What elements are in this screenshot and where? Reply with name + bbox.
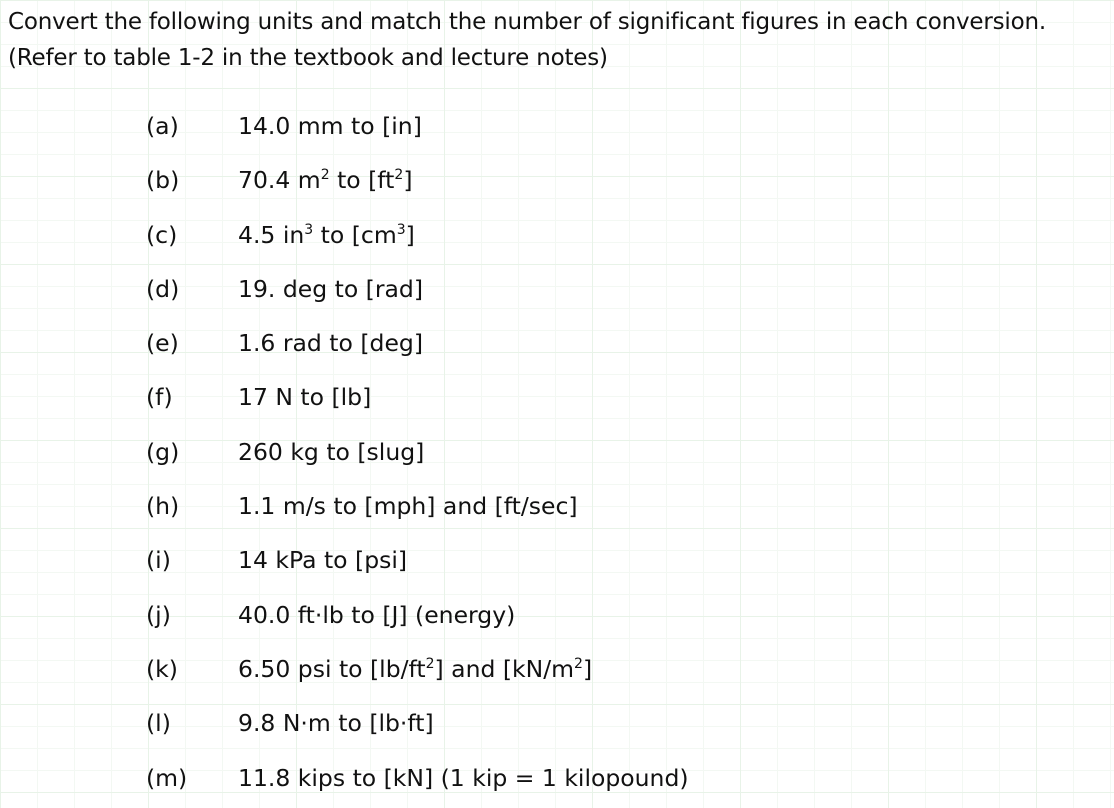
problem-text (238, 709, 434, 737)
problem-text (238, 546, 407, 574)
problem-text (238, 221, 415, 249)
problem-text-segment: 19. deg to [rad] (238, 274, 423, 303)
problem-item (0, 373, 1114, 427)
problem-item (0, 699, 1114, 753)
problem-item (0, 645, 1114, 699)
problem-label: (a) (146, 112, 179, 140)
problem-label: (k) (146, 654, 178, 683)
problem-label: (g) (146, 437, 180, 466)
problem-text-segment: 6.50 psi to [lb/ft (238, 654, 426, 683)
problem-item (0, 319, 1114, 373)
problem-label: (d) (146, 274, 180, 303)
problem-text (238, 601, 515, 629)
problem-item (0, 211, 1114, 265)
problem-label: (m) (146, 763, 188, 792)
exponent-superscript: 3 (304, 221, 314, 238)
problem-text-segment: to [cm (313, 220, 397, 249)
problem-text-segment: ] and [kN/m (434, 654, 575, 683)
problem-text (238, 329, 423, 357)
problem-text (238, 655, 592, 683)
problem-text (238, 438, 424, 466)
problem-text-segment: to [ft (329, 166, 395, 195)
problem-label: (e) (146, 329, 179, 358)
problem-item (0, 536, 1114, 590)
problem-item (0, 482, 1114, 536)
problem-text-segment: 4.5 in (238, 220, 305, 249)
problem-text-segment: 1.1 m/s to [mph] and [ft/sec] (238, 492, 578, 521)
problem-text-segment: ] (582, 654, 593, 683)
problem-label: (h) (146, 492, 180, 521)
problem-item (0, 428, 1114, 482)
problem-text (238, 166, 412, 194)
problem-text-segment: 40.0 ft·lb to [J] (energy) (238, 600, 516, 629)
problem-label: (c) (146, 220, 178, 249)
problem-text (238, 275, 423, 303)
problem-text (238, 112, 422, 140)
problem-label: (l) (146, 709, 171, 738)
problem-text (238, 764, 689, 792)
problem-text-segment: 70.4 m (238, 166, 321, 195)
problem-item (0, 156, 1114, 210)
exponent-superscript: 2 (394, 167, 404, 184)
problem-label: (i) (146, 546, 171, 575)
problem-text (238, 383, 371, 411)
problem-text-segment: 17 N to [lb] (238, 383, 372, 412)
problem-list (0, 102, 1114, 808)
problem-text-segment: 1.6 rad to [deg] (238, 329, 423, 358)
instructions (8, 4, 1108, 76)
problem-label: (b) (146, 166, 180, 195)
instruction-line-2: (Refer to table 1-2 in the textbook and lecture notes) (8, 45, 608, 71)
problem-item (0, 265, 1114, 319)
problem-item (0, 102, 1114, 156)
exponent-superscript: 2 (574, 655, 583, 672)
problem-item (0, 591, 1114, 645)
problem-text-segment: ] (403, 166, 413, 195)
problem-text (238, 492, 578, 520)
exponent-superscript: 2 (425, 655, 435, 672)
problem-label: (f) (146, 383, 173, 412)
problem-label: (j) (146, 600, 171, 629)
exponent-superscript: 3 (396, 221, 406, 238)
problem-text-segment: 9.8 N·m to [lb·ft] (238, 709, 434, 738)
problem-text-segment: 14 kPa to [psi] (238, 546, 408, 575)
problem-text-segment: 260 kg to [slug] (238, 437, 425, 466)
problem-text-segment: 11.8 kips to [kN] (1 kip = 1 kilopound) (238, 763, 689, 792)
instruction-line-1: Convert the following units and match the number of significant figures in each conversion. (8, 9, 1046, 35)
problem-text-segment: ] (405, 220, 415, 249)
problem-text-segment: 14.0 mm to [in] (238, 112, 422, 140)
exponent-superscript: 2 (320, 167, 330, 184)
